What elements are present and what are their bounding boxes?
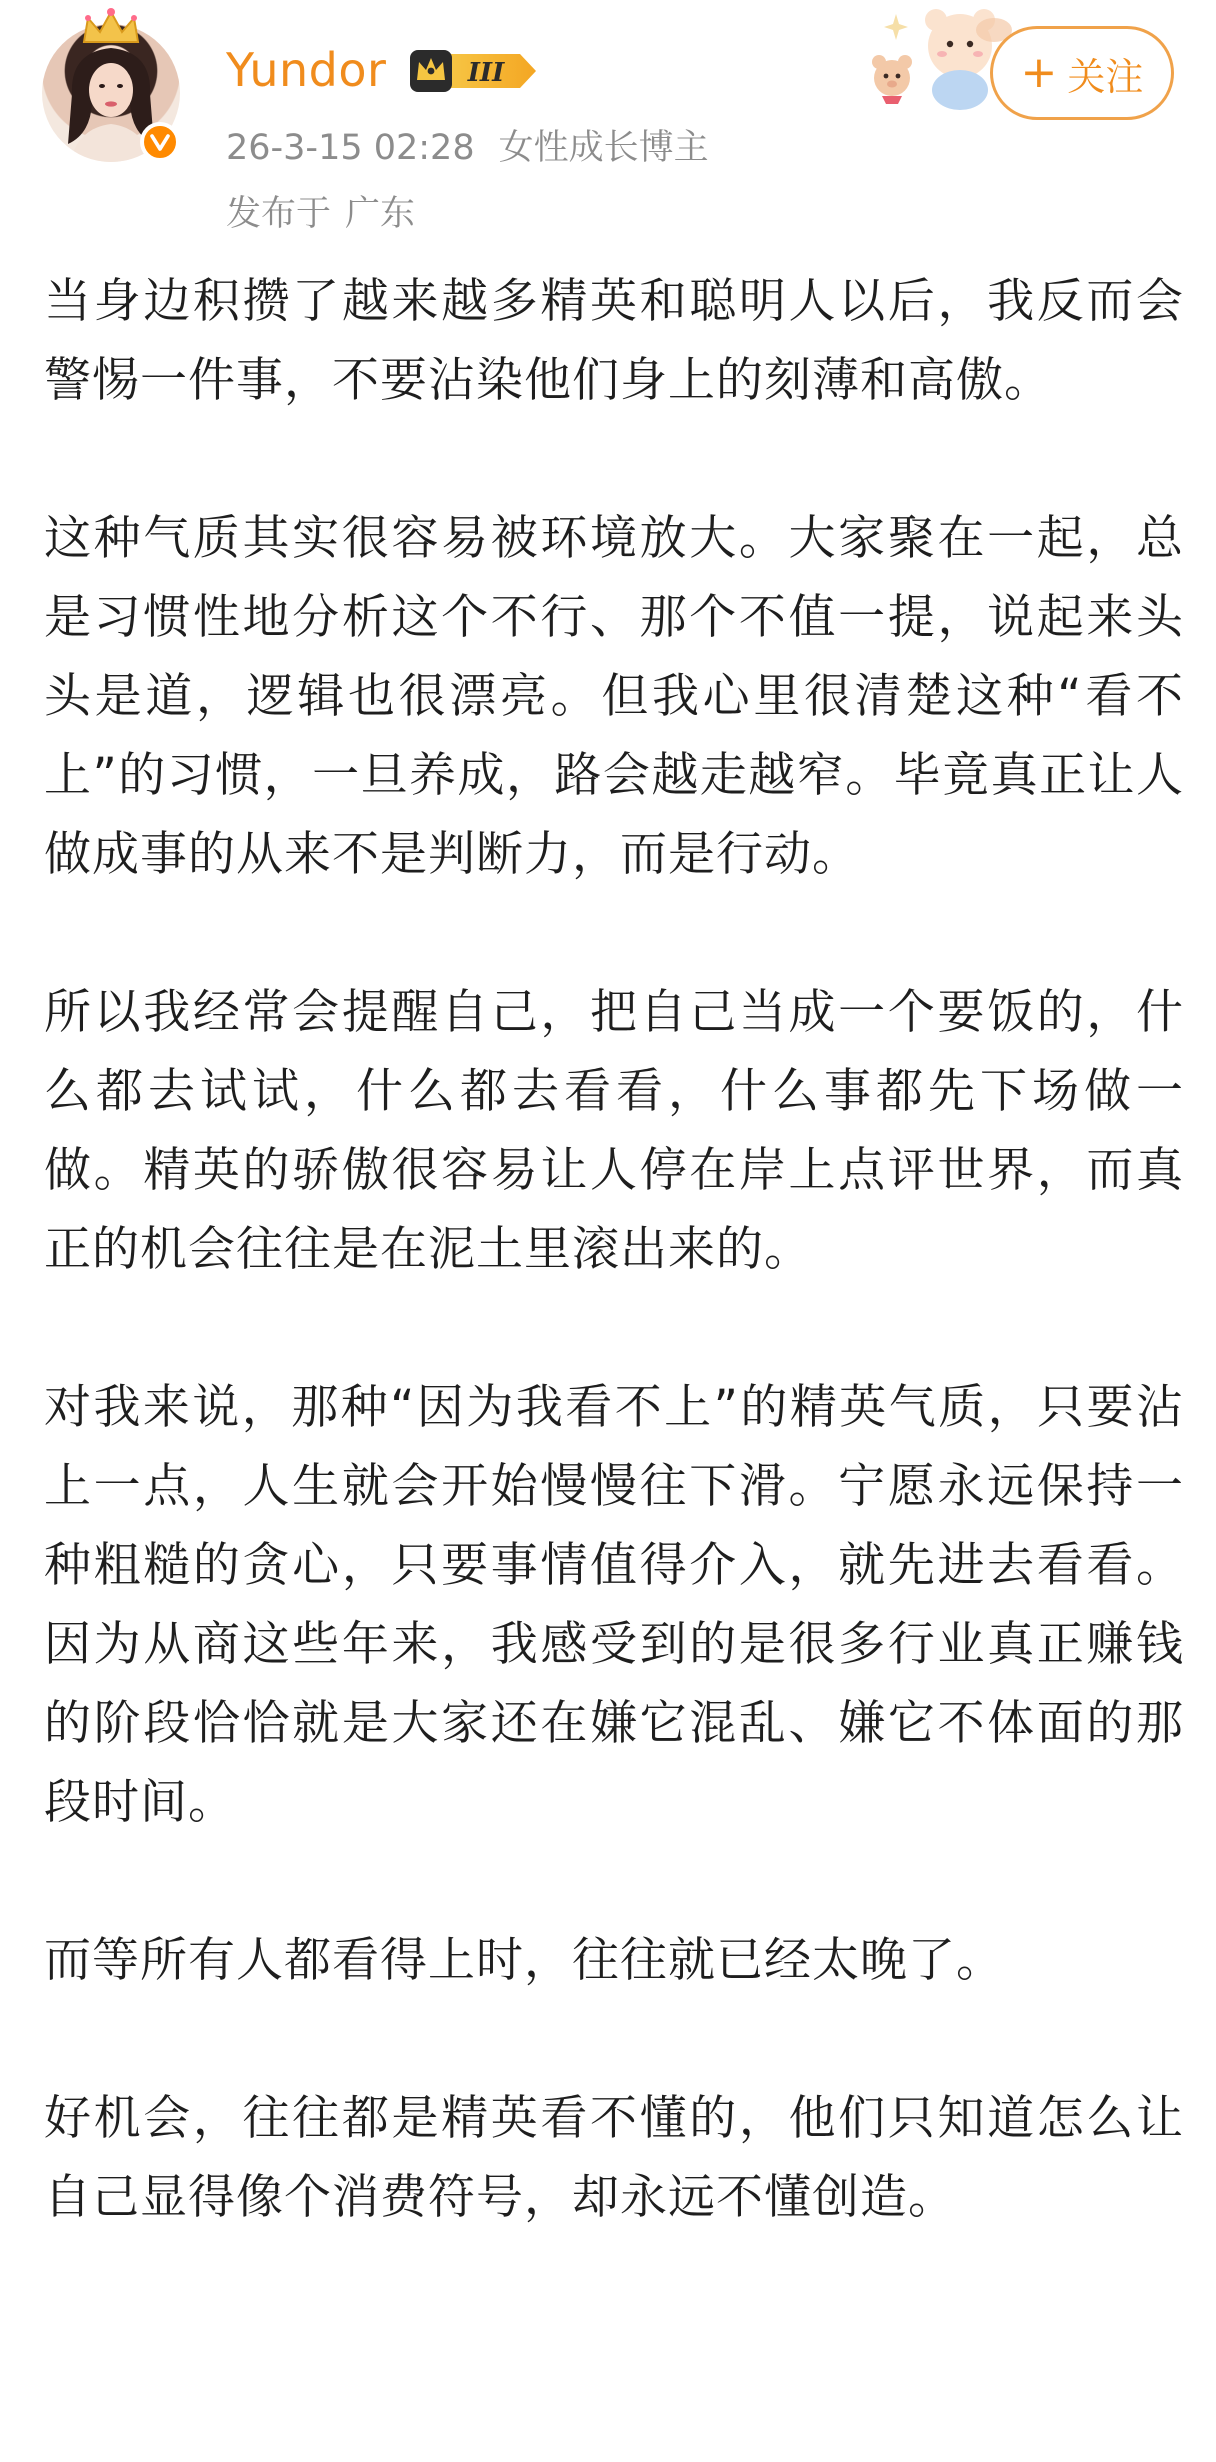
author-name[interactable]: Yundor [226,43,387,97]
author-avatar[interactable] [42,24,180,162]
verified-check-icon [140,122,180,162]
follow-button-label: 关注 [1067,54,1144,99]
post-paragraph-1: 当身边积攒了越来越多精英和聪明人以后，我反而会警惕一件事，不要沾染他们身上的刻薄和高傲。 [44,274,1184,408]
location-prefix: 发布于 [226,194,332,234]
post-time: 26-3-15 02:28 [226,128,475,168]
post-body [44,262,1184,2237]
crown-rank-icon [408,48,542,94]
post-paragraph-3: 所以我经常会提醒自己，把自己当成一个要饭的，什么都去试试，什么都去看看，什么事都先下场做一做。精英的骄傲很容易让人停在岸上点评世界，而真正的机会往往是在泥土里滚出来的。 [44,985,1184,1277]
post-location [226,190,415,238]
post-header [0,0,1216,250]
location-value: 广东 [345,194,416,234]
post-paragraph-6: 好机会，往往都是精英看不懂的，他们只知道怎么让自己显得像个消费符号，却永远不懂创造。 [44,2091,1184,2225]
post-paragraph-4: 对我来说，那种“因为我看不上”的精英气质，只要沾上一点，人生就会开始慢慢往下滑。宁愿永远保持一种粗糙的贪心，只要事情值得介入，就先进去看看。因为从商这些年来，我感受到的是很多行业真正赚钱的阶段恰恰就是大家还在嫌它混乱、嫌它不体面的那段时间。 [44,1380,1184,1830]
plus-icon: + [1020,47,1058,98]
post-paragraph-5: 而等所有人都看得上时，往往就已经太晚了。 [44,1933,1004,1988]
author-role: 女性成长博主 [498,128,709,168]
post-meta [226,124,709,172]
avatar-frame-crown-icon [78,8,144,50]
rank-level-label: III [467,58,505,88]
follow-button[interactable] [990,26,1174,120]
post-paragraph-2: 这种气质其实很容易被环境放大。大家聚在一起，总是习惯性地分析这个不行、那个不值一提，说起来头头是道，逻辑也很漂亮。但我心里很清楚这种“看不上”的习惯，一旦养成，路会越走越窄。毕竟真正让人做成事的从来不是判断力，而是行动。 [44,511,1184,882]
